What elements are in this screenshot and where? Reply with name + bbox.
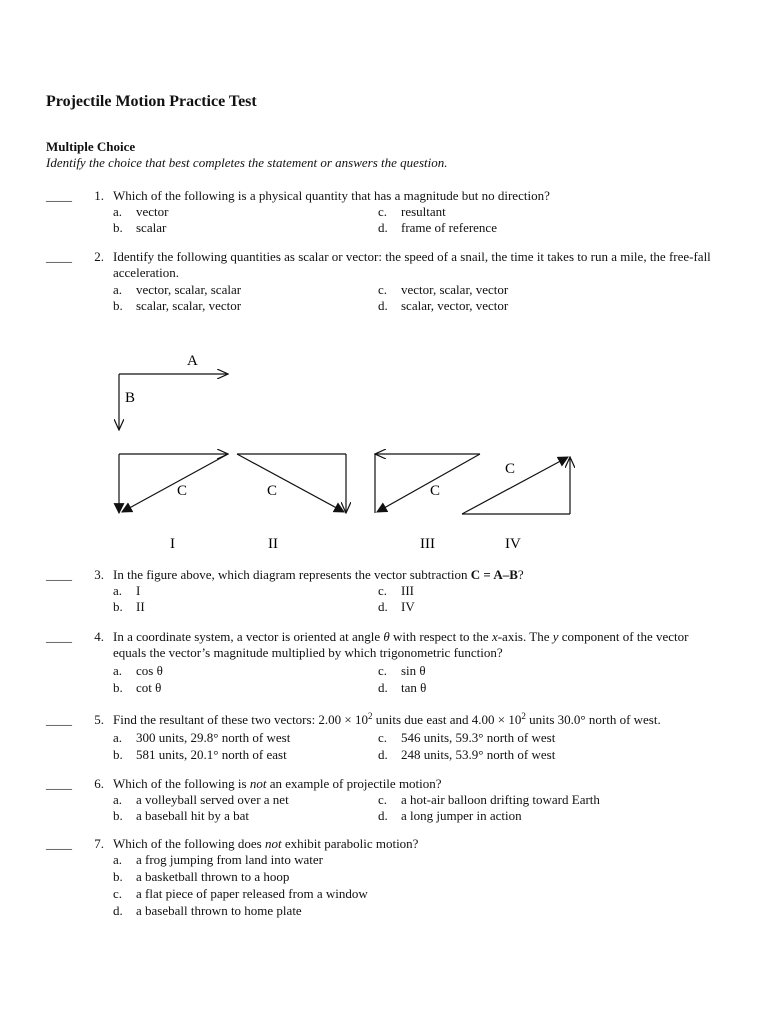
vector-c-label: C: [267, 483, 278, 499]
option-a: a. a frog jumping from land into water: [113, 852, 324, 867]
option-c: c. vector, scalar, vector: [378, 282, 509, 297]
instructions: Identify the choice that best completes the statement or answers the question.: [46, 155, 448, 170]
answer-blank[interactable]: ____: [46, 776, 72, 791]
diagram-label-iv: IV: [505, 536, 521, 552]
option-c: c. sin θ: [378, 663, 426, 678]
vector-c-label: C: [177, 483, 188, 499]
page-title: Projectile Motion Practice Test: [46, 93, 257, 110]
question-number: 4.: [94, 629, 104, 644]
question-text: Identify the following quantities as scalar or vector: the speed of a snail, the time it takes to run a mile, the free-fall acceleration.: [113, 249, 711, 280]
option-b: b. II: [113, 599, 145, 614]
option-a: a. vector, scalar, scalar: [113, 282, 242, 297]
option-a: a. vector: [113, 204, 169, 219]
diagram-label-i: I: [170, 536, 175, 552]
question-number: 1.: [94, 188, 104, 203]
diagram-label-iii: III: [420, 536, 435, 552]
answer-blank[interactable]: ____: [46, 567, 72, 582]
vector-figure: [100, 340, 590, 560]
option-a: a. I: [113, 583, 141, 598]
diagram-ii: [237, 454, 346, 552]
answer-blank[interactable]: ____: [46, 712, 72, 727]
option-c: c. a hot-air balloon drifting toward Earth: [378, 792, 600, 807]
question-number: 5.: [94, 712, 104, 727]
option-d: d. 248 units, 53.9° north of west: [378, 747, 556, 762]
option-c: c. a flat piece of paper released from a window: [113, 886, 368, 901]
option-b: b. a basketball thrown to a hoop: [113, 869, 290, 884]
answer-blank[interactable]: ____: [46, 249, 72, 264]
vector-b-label: B: [125, 390, 136, 406]
option-a: a. a volleyball served over a net: [113, 792, 289, 807]
option-d: d. IV: [378, 599, 415, 614]
question-text: In the figure above, which diagram represents the vector subtraction C = A–B?: [113, 567, 524, 582]
option-d: d. a long jumper in action: [378, 808, 522, 823]
option-b: b. scalar: [113, 220, 167, 235]
option-d: d. frame of reference: [378, 220, 497, 235]
option-b: b. scalar, scalar, vector: [113, 298, 242, 313]
diagram-label-ii: II: [268, 536, 278, 552]
question-text: Which of the following is a physical quantity that has a magnitude but no direction?: [113, 188, 550, 203]
question-number: 7.: [94, 836, 104, 851]
section-heading: Multiple Choice: [46, 139, 136, 154]
question-text: In a coordinate system, a vector is oriented at angle θ with respect to the x-axis. The y component of the vector equals the vector’s magnitude multiplied by which trigonometric function?: [113, 629, 689, 660]
option-b: b. 581 units, 20.1° north of east: [113, 747, 287, 762]
question-number: 6.: [94, 776, 104, 791]
option-d: d. tan θ: [378, 680, 427, 695]
question-text: Which of the following does not exhibit parabolic motion?: [113, 836, 419, 851]
question-number: 2.: [94, 249, 104, 264]
answer-blank[interactable]: ____: [46, 836, 72, 851]
option-c: c. resultant: [378, 204, 446, 219]
option-b: b. cot θ: [113, 680, 162, 695]
question-text: Find the resultant of these two vectors: $2.00 \times 10^2$ units due east and $4.00 \times 10^2$ units 30.0° north of west.: [113, 711, 661, 727]
vector-c-label: C: [430, 483, 441, 499]
question-text: Which of the following is not an example of projectile motion?: [113, 776, 442, 791]
diagram-iv: [462, 457, 570, 552]
answer-blank[interactable]: ____: [46, 629, 72, 644]
option-d: d. scalar, vector, vector: [378, 298, 509, 313]
option-b: b. a baseball hit by a bat: [113, 808, 249, 823]
option-a: a. cos θ: [113, 663, 163, 678]
option-c: c. 546 units, 59.3° north of west: [378, 730, 556, 745]
vector-c-label: C: [505, 461, 516, 477]
diagram-iii: [375, 454, 480, 552]
option-d: d. a baseball thrown to home plate: [113, 903, 302, 918]
diagram-i: [119, 454, 228, 552]
option-c: c. III: [378, 583, 414, 598]
vector-a-label: A: [187, 353, 198, 369]
question-number: 3.: [94, 567, 104, 582]
answer-blank[interactable]: ____: [46, 188, 72, 203]
option-a: a. 300 units, 29.8° north of west: [113, 730, 291, 745]
